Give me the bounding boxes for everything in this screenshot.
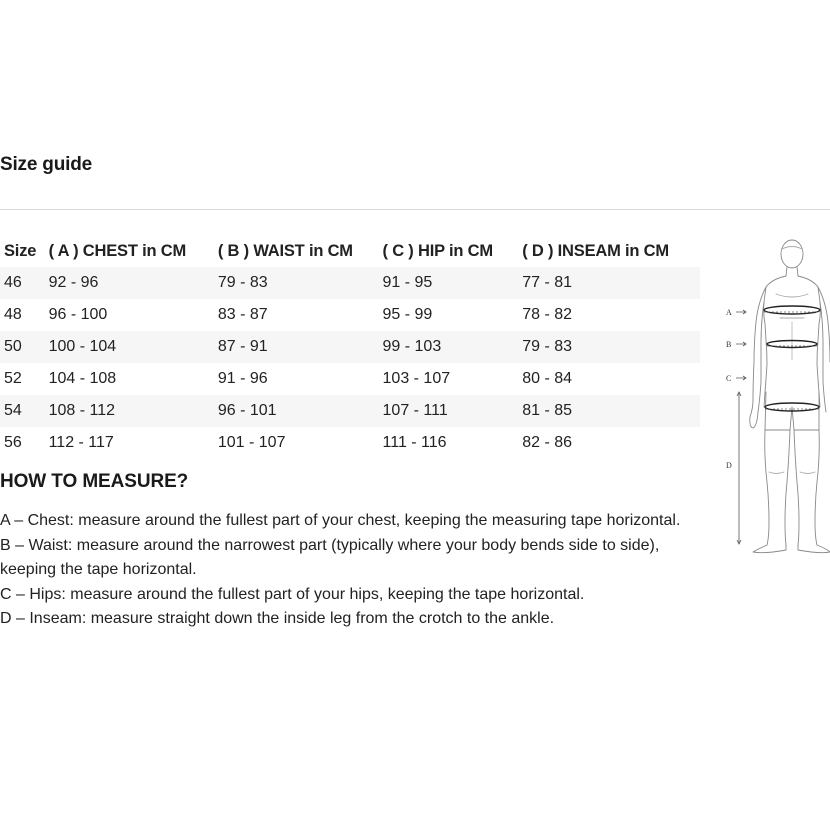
cell-waist: 101 - 107 — [217, 434, 286, 451]
header-size: Size — [4, 241, 37, 260]
table-row — [0, 267, 700, 299]
cell-inseam: 82 - 86 — [522, 434, 573, 451]
cell-hip: 111 - 116 — [382, 434, 447, 451]
header-hip: ( C ) HIP in CM — [382, 241, 493, 260]
cell-hip: 95 - 99 — [382, 306, 433, 323]
instruction-inseam: D – Inseam: measure straight down the inside leg from the crotch to the ankle. — [0, 610, 555, 627]
label-a: A — [726, 308, 732, 317]
how-to-measure-heading: HOW TO MEASURE? — [0, 471, 189, 492]
cell-inseam: 77 - 81 — [518, 267, 700, 299]
cell-inseam: 81 - 85 — [518, 395, 700, 427]
cell-waist: 83 - 87 — [217, 306, 268, 323]
table-row — [0, 299, 700, 331]
header-chest: ( A ) CHEST in CM — [48, 241, 187, 260]
header-waist: ( B ) WAIST in CM — [217, 241, 353, 260]
table-row — [0, 363, 700, 395]
cell-chest: 92 - 96 — [45, 267, 214, 299]
cell-inseam: 79 - 83 — [518, 331, 700, 363]
cell-waist: 96 - 101 — [214, 395, 379, 427]
cell-size: 48 — [4, 306, 22, 323]
label-d: D — [726, 461, 732, 470]
cell-chest: 96 - 100 — [48, 306, 108, 323]
cell-inseam: 78 - 82 — [522, 306, 573, 323]
instruction-hips: C – Hips: measure around the fullest part of your hips, keeping the tape horizontal. — [0, 585, 585, 603]
cell-waist: 91 - 96 — [217, 370, 268, 387]
cell-waist: 87 - 91 — [214, 331, 379, 363]
cell-size: 50 — [0, 331, 45, 363]
cell-hip: 99 - 103 — [379, 331, 519, 363]
cell-chest: 104 - 108 — [48, 370, 117, 387]
table-row — [0, 395, 700, 427]
cell-chest: 100 - 104 — [45, 331, 214, 363]
instruction-waist: B – Waist: measure around the narrowest part (typically where your body bends side to side), keeping the tape horizontal. — [0, 536, 660, 578]
body-measurement-diagram-icon — [720, 232, 830, 557]
table-row — [0, 331, 700, 363]
cell-chest: 108 - 112 — [45, 395, 214, 427]
cell-hip: 107 - 111 — [379, 395, 519, 427]
title-divider — [0, 209, 830, 210]
table-row — [0, 427, 700, 459]
cell-hip: 91 - 95 — [379, 267, 519, 299]
size-table — [0, 235, 700, 459]
cell-chest: 112 - 117 — [48, 434, 114, 451]
label-c: C — [726, 374, 732, 383]
header-inseam: ( D ) INSEAM in CM — [522, 241, 669, 260]
table-header-row — [0, 235, 700, 267]
cell-size: 56 — [4, 434, 22, 451]
cell-waist: 79 - 83 — [214, 267, 379, 299]
cell-size: 46 — [0, 267, 45, 299]
cell-inseam: 80 - 84 — [522, 370, 573, 387]
instruction-chest: A – Chest: measure around the fullest part of your chest, keeping the measuring tape horizontal. — [0, 512, 681, 529]
body-figure-svg — [720, 232, 830, 557]
cell-size: 52 — [4, 370, 22, 387]
label-b: B — [726, 340, 732, 349]
page-title: Size guide — [0, 154, 92, 175]
cell-hip: 103 - 107 — [382, 370, 451, 387]
measure-instructions — [0, 509, 690, 632]
cell-size: 54 — [0, 395, 45, 427]
